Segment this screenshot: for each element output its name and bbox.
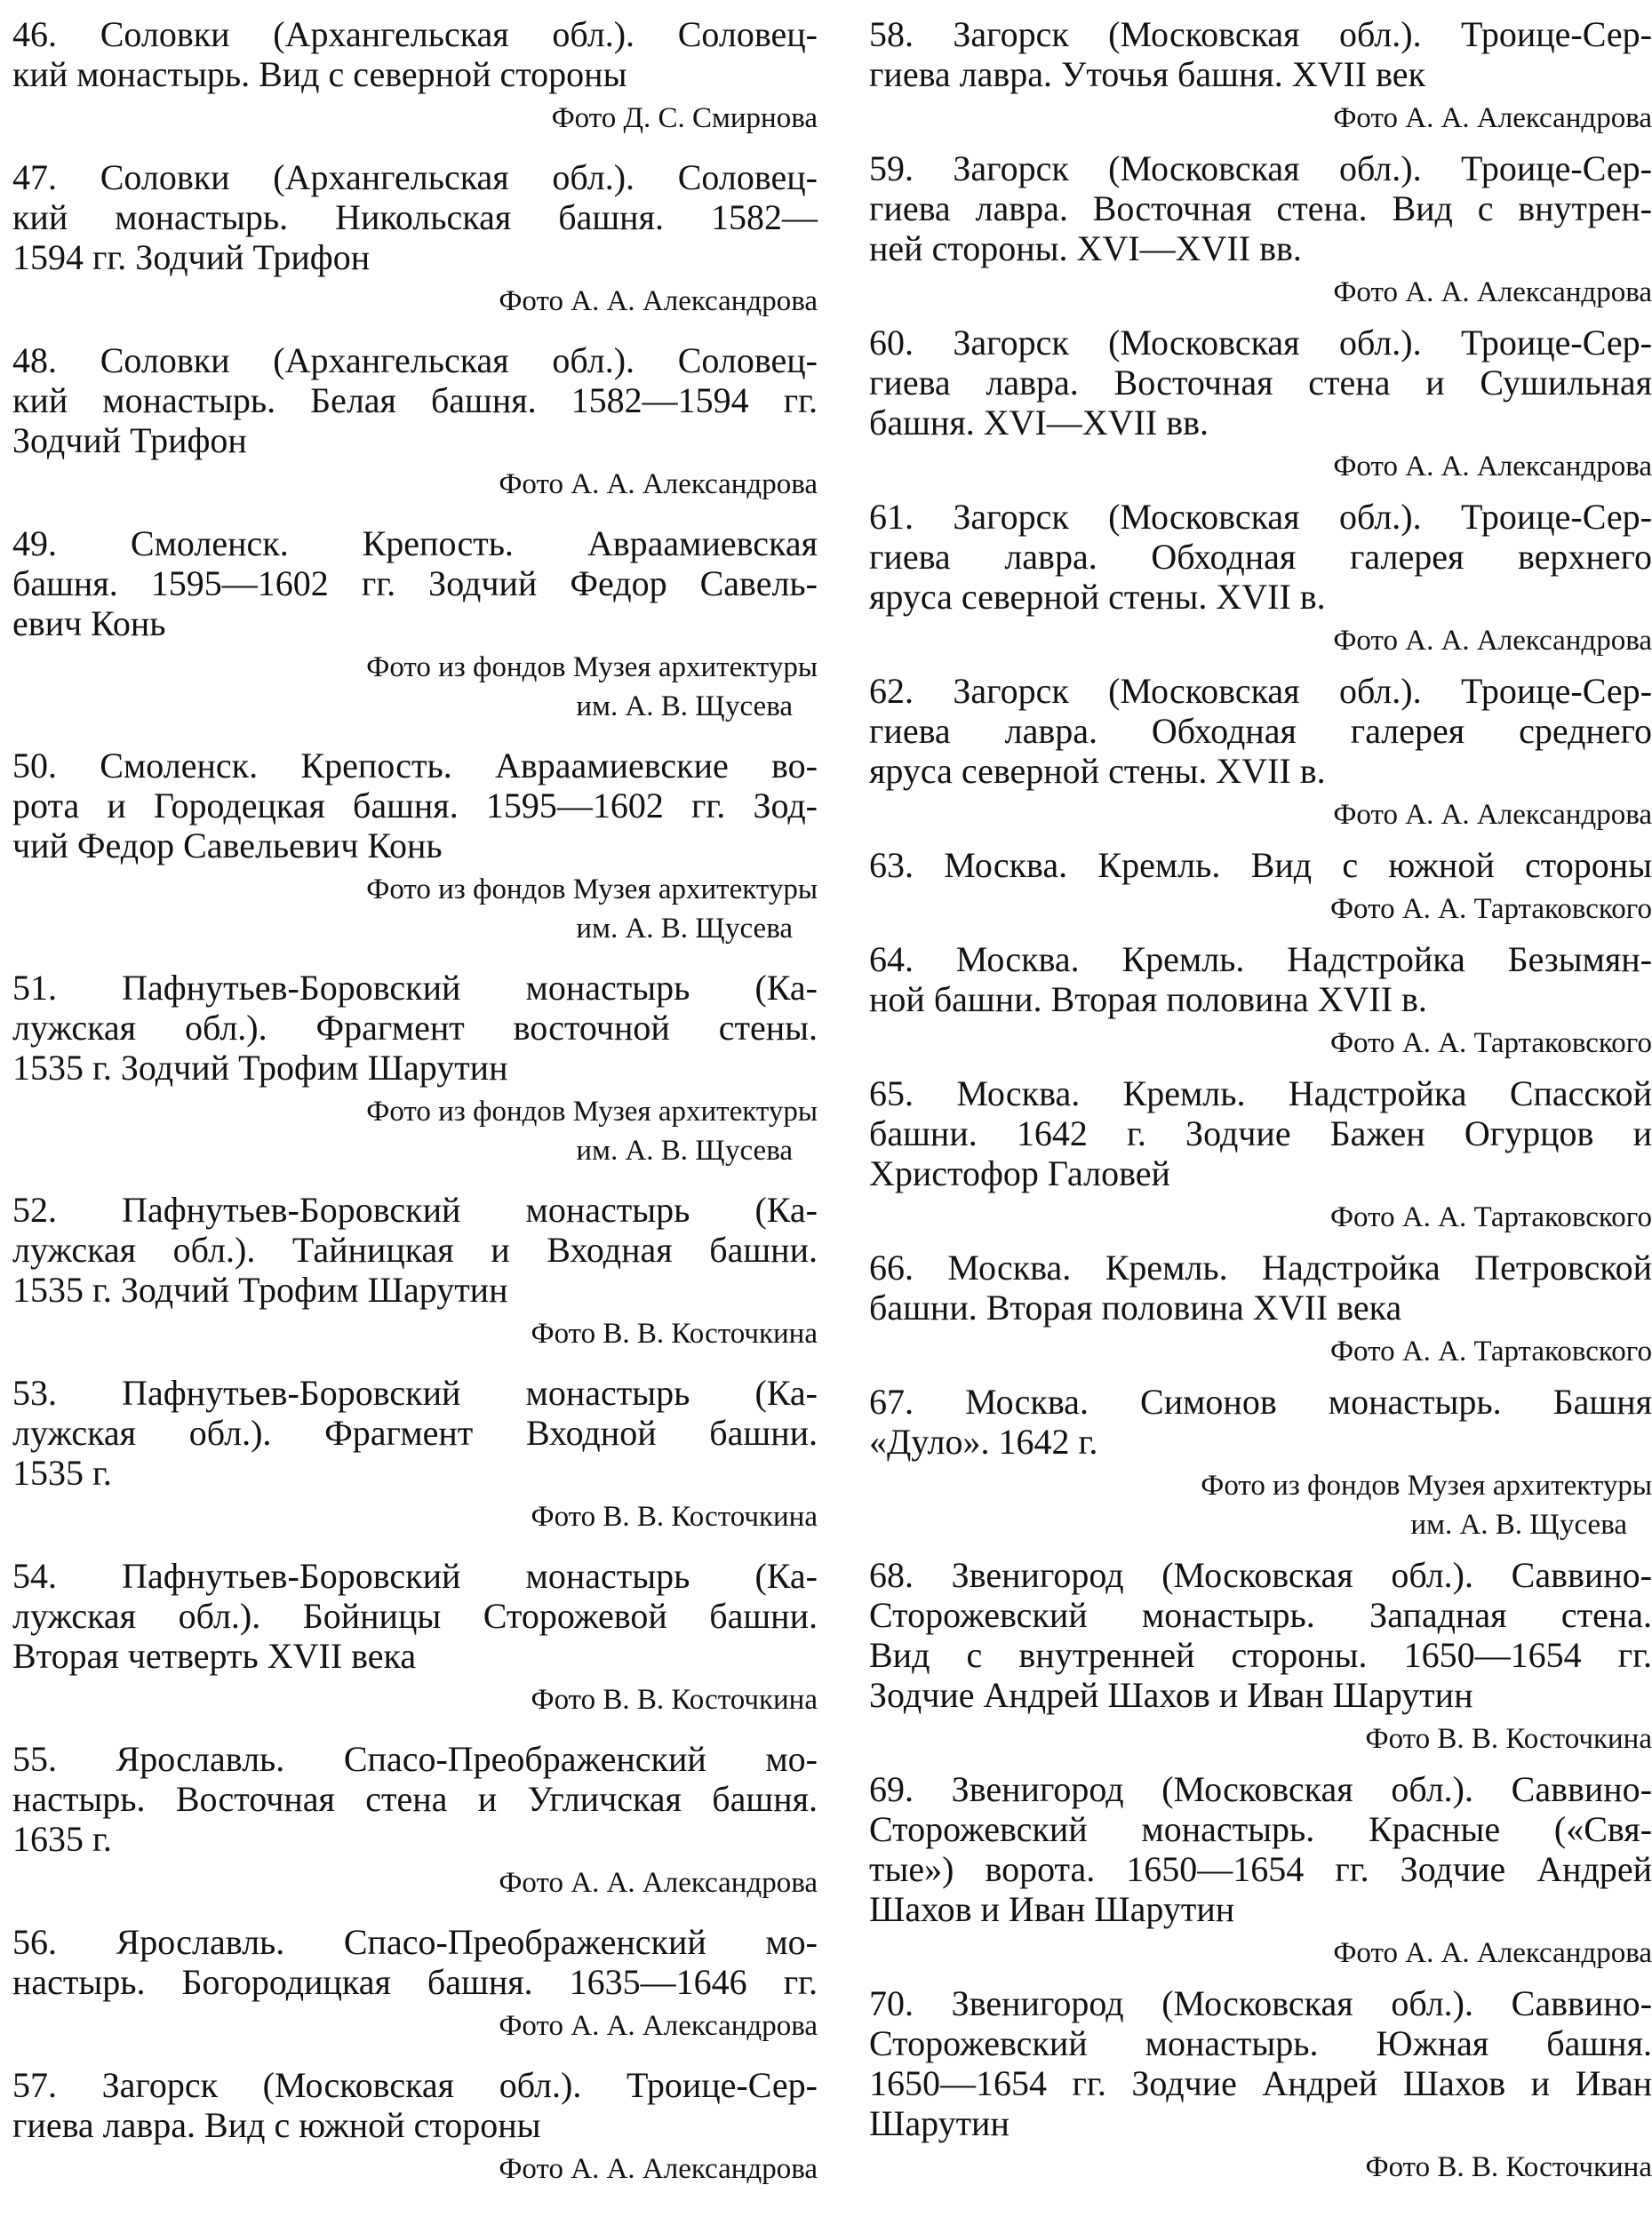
caption-line: башни. Вторая половина XVII века xyxy=(869,1288,1402,1328)
caption-line: 58. Загорск (Московская обл.). Троице-Сер- xyxy=(869,14,1652,54)
caption-line: 50. Смоленск. Крепость. Авраамиевские во- xyxy=(12,746,818,786)
catalog-entry-62 xyxy=(869,671,1652,834)
credit-line: Фото А. А. Александрова xyxy=(499,2153,818,2185)
caption-line: 69. Звенигород (Московская обл.). Саввино- xyxy=(869,1769,1652,1809)
credit-line: Фото из фондов Музея архитектуры xyxy=(366,1096,818,1128)
credit-line: Фото из фондов Музея архитектуры xyxy=(1201,1470,1652,1502)
caption-line: 65. Москва. Кремль. Надстройка Спасской xyxy=(869,1073,1652,1113)
caption-line: настырь. Восточная стена и Угличская башня. xyxy=(12,1779,818,1819)
caption-line: Зодчий Трифон xyxy=(12,420,247,460)
caption-line: чий Федор Савельевич Конь xyxy=(12,825,443,865)
catalog-entry-57 xyxy=(12,2065,818,2189)
caption-line: лужская обл.). Фрагмент Входной башни. xyxy=(12,1413,818,1453)
caption-line: кий монастырь. Вид с северной стороны xyxy=(12,54,627,94)
caption-line: 46. Соловки (Архангельская обл.). Соловец- xyxy=(12,14,818,54)
photo-credit xyxy=(12,2006,818,2046)
caption-line: кий монастырь. Белая башня. 1582—1594 гг. xyxy=(12,380,818,420)
caption-line: 1535 г. Зодчий Трофим Шарутин xyxy=(12,1270,508,1310)
caption-line: «Дуло». 1642 г. xyxy=(869,1422,1098,1462)
caption-line: ной башни. Вторая половина XVII в. xyxy=(869,979,1427,1019)
caption-line: 48. Соловки (Архангельская обл.). Соловец- xyxy=(12,340,818,380)
catalog-entry-63 xyxy=(869,845,1652,929)
caption-line: тые») ворота. 1650—1654 гг. Зодчие Андрей xyxy=(869,1849,1652,1889)
credit-line: Фото А. А. Александрова xyxy=(499,1867,818,1899)
caption-line: Сторожевский монастырь. Красные («Свя- xyxy=(869,1809,1652,1849)
photo-credit xyxy=(869,1024,1652,1063)
caption-line: 49. Смоленск. Крепость. Авраамиевская xyxy=(12,523,818,563)
photo-credit xyxy=(869,99,1652,138)
credit-line: им. А. В. Щусева xyxy=(576,690,793,722)
caption-line: 67. Москва. Симонов монастырь. Башня xyxy=(869,1382,1652,1422)
credit-line: Фото В. В. Косточкина xyxy=(531,1318,818,1350)
caption-line: гиева лавра. Вид с южной стороны xyxy=(12,2105,541,2145)
caption-line: Сторожевский монастырь. Южная башня. xyxy=(869,2023,1652,2063)
photo-credit xyxy=(869,621,1652,660)
photo-credit xyxy=(869,889,1652,929)
photo-credit xyxy=(869,1934,1652,1973)
photo-credit xyxy=(12,648,818,726)
photo-credit xyxy=(12,1092,818,1170)
catalog-entry-59 xyxy=(869,148,1652,312)
right-column xyxy=(869,14,1652,2225)
caption-line: Сторожевский монастырь. Западная стена. xyxy=(869,1595,1652,1635)
caption-line: 61. Загорск (Московская обл.). Троице-Сер- xyxy=(869,497,1652,537)
caption-line: 51. Пафнутьев-Боровский монастырь (Ка- xyxy=(12,968,818,1008)
photo-credit xyxy=(12,99,818,138)
credit-line: Фото В. В. Косточкина xyxy=(1365,1723,1652,1755)
caption-line: яруса северной стены. XVII в. xyxy=(869,751,1326,791)
caption-line: Шарутин xyxy=(869,2103,1010,2143)
catalog-entry-58 xyxy=(869,14,1652,138)
credit-line: Фото А. А. Тартаковского xyxy=(1329,1027,1652,1059)
credit-line: Фото А. А. Александрова xyxy=(499,468,818,500)
catalog-entry-68 xyxy=(869,1555,1652,1758)
caption-line: 1535 г. Зодчий Трофим Шарутин xyxy=(12,1048,508,1088)
photo-credit xyxy=(869,1466,1652,1544)
photo-credit xyxy=(12,1680,818,1719)
caption-line: Вид с внутренней стороны. 1650—1654 гг. xyxy=(869,1635,1652,1675)
caption-line: 57. Загорск (Московская обл.). Троице-Сер- xyxy=(12,2065,818,2105)
catalog-entry-50 xyxy=(12,746,818,948)
credit-line: им. А. В. Щусева xyxy=(1410,1509,1627,1541)
caption-line: 53. Пафнутьев-Боровский монастырь (Ка- xyxy=(12,1373,818,1413)
credit-line: Фото А. А. Тартаковского xyxy=(1329,1201,1652,1233)
caption-line: гиева лавра. Восточная стена. Вид с внутрен- xyxy=(869,188,1652,228)
caption-line: 62. Загорск (Московская обл.). Троице-Сер- xyxy=(869,671,1652,711)
catalog-entry-60 xyxy=(869,323,1652,486)
caption-line: Вторая четверть XVII века xyxy=(12,1636,417,1676)
catalog-entry-61 xyxy=(869,497,1652,660)
catalog-entry-53 xyxy=(12,1373,818,1536)
credit-line: Фото А. А. Тартаковского xyxy=(1329,1336,1652,1368)
credit-line: Фото А. А. Тартаковского xyxy=(1329,893,1652,925)
catalog-entry-47 xyxy=(12,157,818,321)
caption-line: 1594 гг. Зодчий Трифон xyxy=(12,237,371,277)
caption-line: 64. Москва. Кремль. Надстройка Безымян- xyxy=(869,939,1652,979)
credit-line: Фото Д. С. Смирнова xyxy=(551,102,818,134)
photo-credit xyxy=(12,1863,818,1902)
caption-line: 66. Москва. Кремль. Надстройка Петровской xyxy=(869,1248,1652,1288)
caption-line: 55. Ярославль. Спасо-Преображенский мо- xyxy=(12,1739,818,1779)
photo-credit xyxy=(869,2148,1652,2187)
photo-credit xyxy=(12,1497,818,1536)
photo-credit xyxy=(869,1719,1652,1758)
photo-credit xyxy=(869,273,1652,312)
caption-line: гиева лавра. Уточья башня. XVII век xyxy=(869,54,1425,94)
caption-line: яруса северной стены. XVII в. xyxy=(869,577,1326,617)
caption-line: башня. 1595—1602 гг. Зодчий Федор Савель- xyxy=(12,563,818,603)
photo-credit xyxy=(12,465,818,504)
catalog-entry-54 xyxy=(12,1556,818,1719)
credit-line: Фото А. А. Александрова xyxy=(499,285,818,317)
caption-line: 52. Пафнутьев-Боровский монастырь (Ка- xyxy=(12,1190,818,1230)
caption-line: евич Конь xyxy=(12,603,166,643)
photo-credit xyxy=(12,2149,818,2189)
catalog-entry-51 xyxy=(12,968,818,1170)
caption-line: лужская обл.). Тайницкая и Входная башни. xyxy=(12,1230,818,1270)
photo-credit xyxy=(12,282,818,321)
credit-line: Фото В. В. Косточкина xyxy=(531,1684,818,1716)
credit-line: Фото А. А. Александрова xyxy=(1333,625,1652,657)
catalog-entry-67 xyxy=(869,1382,1652,1544)
caption-line: лужская обл.). Фрагмент восточной стены. xyxy=(12,1008,818,1048)
caption-line: 54. Пафнутьев-Боровский монастырь (Ка- xyxy=(12,1556,818,1596)
caption-line: кий монастырь. Никольская башня. 1582— xyxy=(12,197,818,237)
caption-line: 47. Соловки (Архангельская обл.). Соловец- xyxy=(12,157,818,197)
credit-line: Фото В. В. Косточкина xyxy=(531,1501,818,1533)
catalog-entry-69 xyxy=(869,1769,1652,1973)
caption-line: 1635 г. xyxy=(12,1819,112,1859)
catalog-entry-66 xyxy=(869,1248,1652,1371)
caption-line: настырь. Богородицкая башня. 1635—1646 гг. xyxy=(12,1962,818,2002)
caption-line: 1535 г. xyxy=(12,1453,112,1493)
catalog-entry-52 xyxy=(12,1190,818,1353)
credit-line: Фото А. А. Александрова xyxy=(499,2010,818,2042)
catalog-entry-65 xyxy=(869,1073,1652,1237)
catalog-entry-56 xyxy=(12,1922,818,2046)
photo-credit xyxy=(869,1198,1652,1237)
caption-line: ней стороны. XVI—XVII вв. xyxy=(869,228,1302,268)
caption-line: 60. Загорск (Московская обл.). Троице-Сер- xyxy=(869,323,1652,363)
photo-credit xyxy=(869,795,1652,834)
caption-line: Шахов и Иван Шарутин xyxy=(869,1889,1235,1929)
caption-line: башня. XVI—XVII вв. xyxy=(869,403,1209,443)
catalog-entry-46 xyxy=(12,14,818,138)
credit-line: Фото А. А. Александрова xyxy=(1333,1937,1652,1969)
credit-line: Фото из фондов Музея архитектуры xyxy=(366,873,818,905)
caption-line: лужская обл.). Бойницы Сторожевой башни. xyxy=(12,1596,818,1636)
caption-line: рота и Городецкая башня. 1595—1602 гг. Зод- xyxy=(12,786,818,825)
photo-credit xyxy=(12,870,818,948)
caption-line: башни. 1642 г. Зодчие Бажен Огурцов и xyxy=(869,1113,1652,1153)
caption-line: Зодчие Андрей Шахов и Иван Шарутин xyxy=(869,1675,1473,1715)
caption-line: 59. Загорск (Московская обл.). Троице-Сер- xyxy=(869,148,1652,188)
caption-line: гиева лавра. Обходная галерея среднего xyxy=(869,711,1652,751)
catalog-entry-55 xyxy=(12,1739,818,1902)
credit-line: Фото А. А. Александрова xyxy=(1333,451,1652,482)
photo-credit xyxy=(12,1314,818,1353)
credit-line: им. А. В. Щусева xyxy=(576,1135,793,1167)
caption-line: 70. Звенигород (Московская обл.). Саввино- xyxy=(869,1983,1652,2023)
catalog-entry-70 xyxy=(869,1983,1652,2187)
caption-line: 68. Звенигород (Московская обл.). Саввино- xyxy=(869,1555,1652,1595)
caption-line: гиева лавра. Обходная галерея верхнего xyxy=(869,537,1652,577)
left-column xyxy=(12,14,818,2225)
credit-line: Фото А. А. Александрова xyxy=(1333,276,1652,308)
credit-line: Фото В. В. Косточкина xyxy=(1365,2151,1652,2183)
credit-line: им. А. В. Щусева xyxy=(576,913,793,945)
catalog-entry-64 xyxy=(869,939,1652,1063)
caption-line: 1650—1654 гг. Зодчие Андрей Шахов и Иван xyxy=(869,2063,1652,2103)
caption-line: гиева лавра. Восточная стена и Сушильная xyxy=(869,363,1652,403)
credit-line: Фото А. А. Александрова xyxy=(1333,799,1652,831)
caption-line: Христофор Галовей xyxy=(869,1153,1170,1193)
catalog-entry-48 xyxy=(12,340,818,504)
photo-credit xyxy=(869,1332,1652,1371)
credit-line: Фото из фондов Музея архитектуры xyxy=(366,651,818,683)
catalog-entry-49 xyxy=(12,523,818,726)
caption-line: 56. Ярославль. Спасо-Преображенский мо- xyxy=(12,1922,818,1962)
photo-credit xyxy=(869,447,1652,486)
credit-line: Фото А. А. Александрова xyxy=(1333,102,1652,134)
caption-line: 63. Москва. Кремль. Вид с южной стороны xyxy=(869,845,1652,885)
